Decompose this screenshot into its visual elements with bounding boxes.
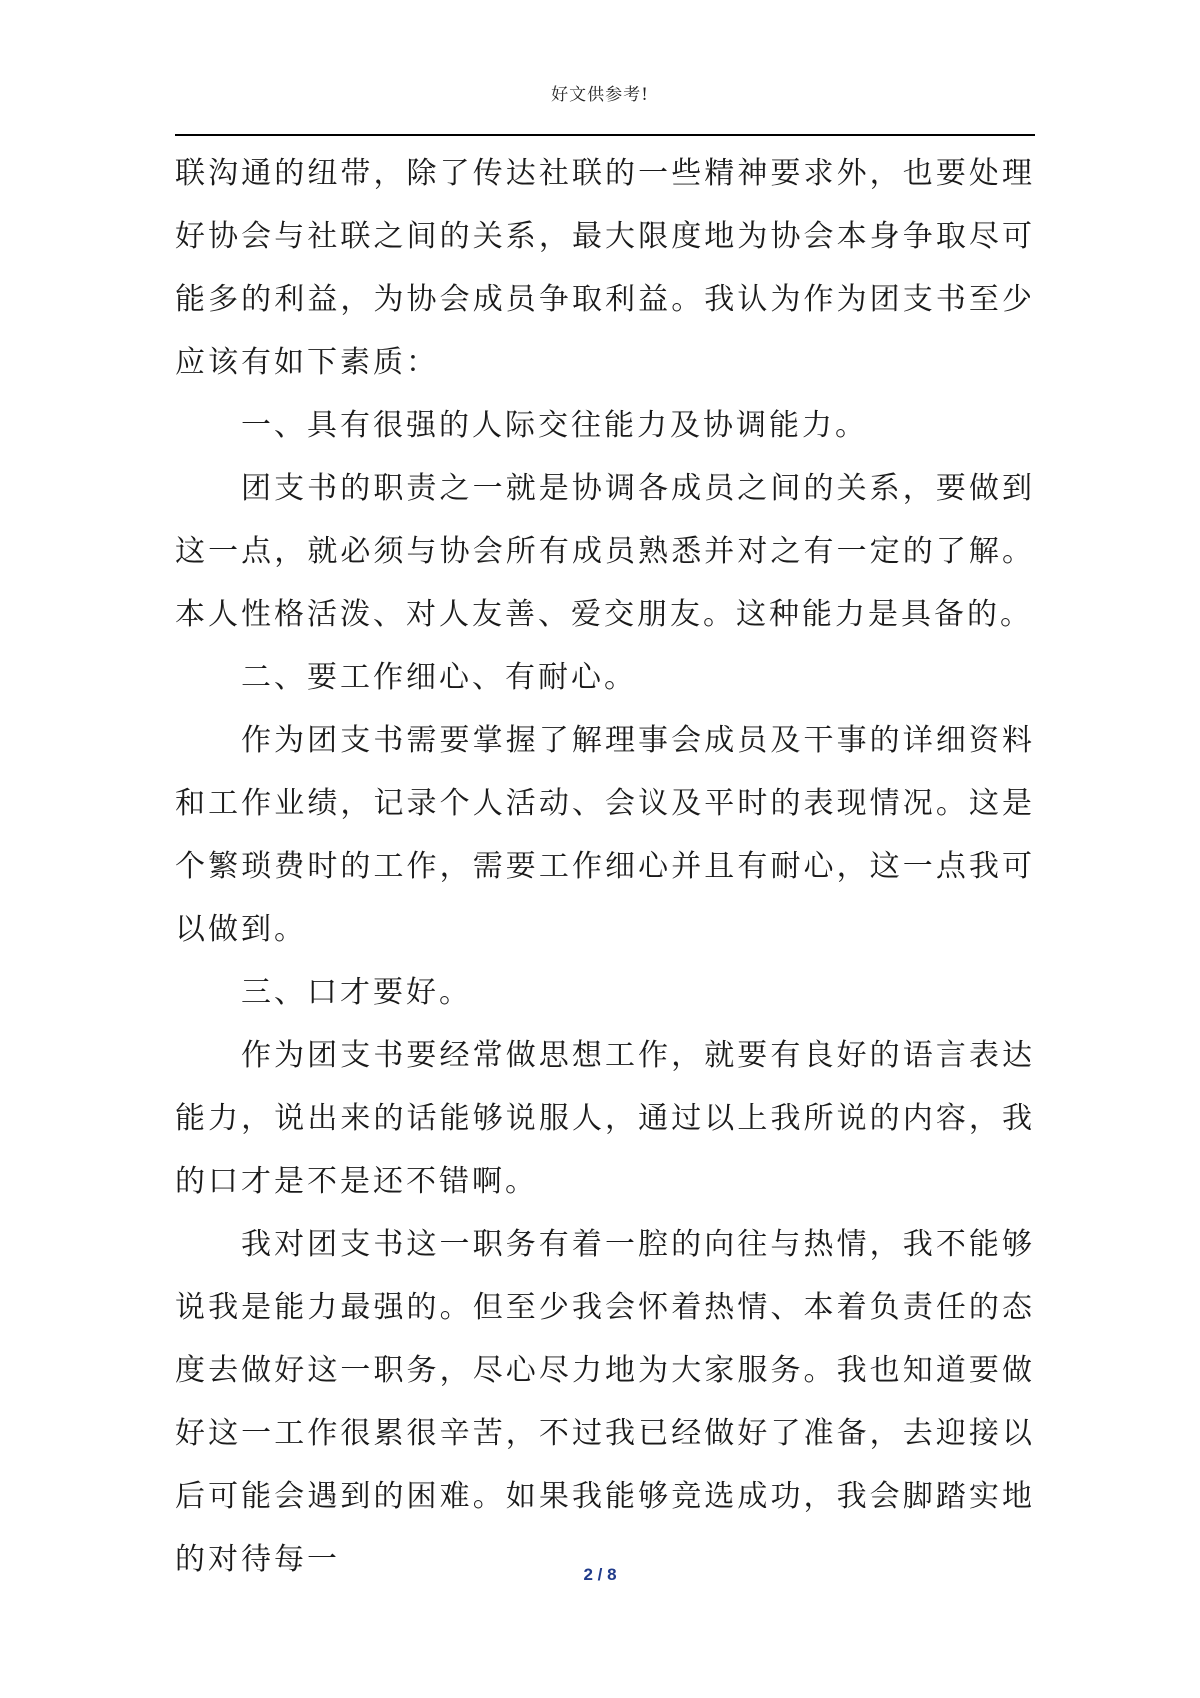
header-divider: [175, 134, 1035, 136]
page-header: 好文供参考!: [551, 85, 649, 105]
paragraph: 作为团支书要经常做思想工作，就要有良好的语言表达能力，说出来的话能够说服人，通过以上我所说的内容，我的口才是不是还不错啊。: [175, 1038, 1035, 1199]
paragraph: 我对团支书这一职务有着一腔的向往与热情，我不能够说我是能力最强的。但至少我会怀着热情、本着负责任的态度去做好这一职务，尽心尽力地为大家服务。我也知道要做好这一工作很累很辛苦，不过我已经做好了准备，去迎接以后可能会遇到的困难。如果我能够竞选成功，我会脚踏实地的对待每一: [175, 1227, 1035, 1577]
section-heading-1: 一、具有很强的人际交往能力及协调能力。: [241, 408, 868, 443]
page-number: 2 / 8: [583, 1565, 617, 1584]
paragraph: 作为团支书需要掌握了解理事会成员及干事的详细资料和工作业绩，记录个人活动、会议及平时的表现情况。这是个繁琐费时的工作，需要工作细心并且有耐心，这一点我可以做到。: [175, 723, 1035, 947]
paragraph: 团支书的职责之一就是协调各成员之间的关系，要做到这一点，就必须与协会所有成员熟悉并对之有一定的了解。本人性格活泼、对人友善、爱交朋友。这种能力是具备的。: [175, 471, 1035, 632]
section-heading-3: 三、口才要好。: [241, 975, 472, 1010]
section-heading-2: 二、要工作细心、有耐心。: [241, 660, 637, 695]
document-body: [175, 142, 1035, 1591]
paragraph-continuation: 联沟通的纽带，除了传达社联的一些精神要求外，也要处理好协会与社联之间的关系，最大限度地为协会本身争取尽可能多的利益，为协会成员争取利益。我认为作为团支书至少应该有如下素质：: [175, 156, 1035, 380]
